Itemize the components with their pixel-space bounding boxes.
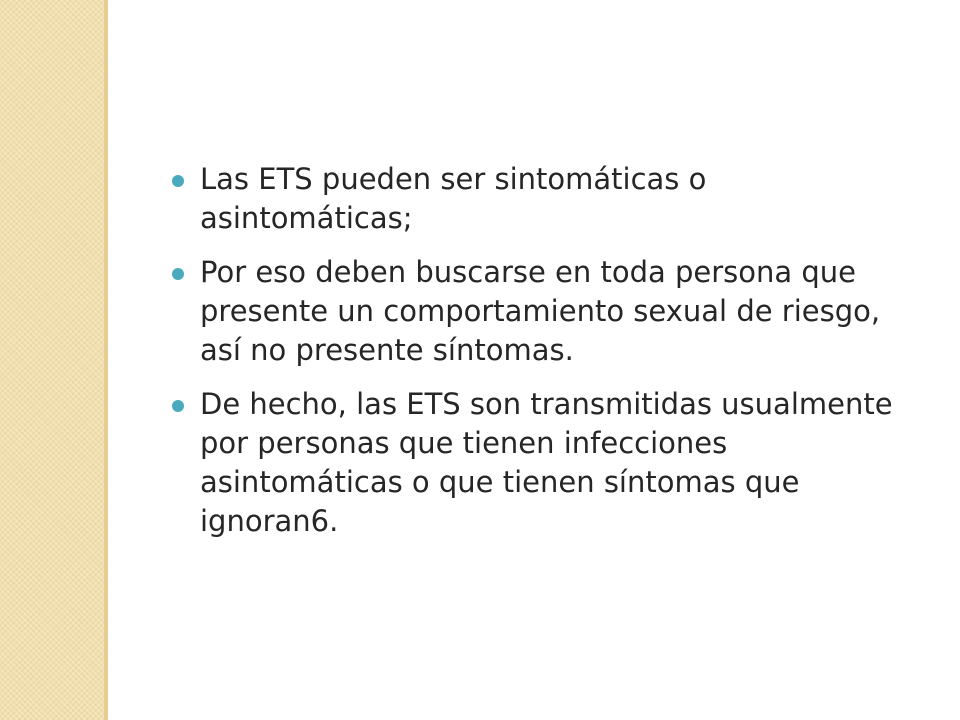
bullet-text-3: De hecho, las ETS son transmitidas usualmente por personas que tienen infecciones asintomáticas o que tienen síntomas que ignoran6.	[200, 387, 893, 538]
bullet-dot-icon	[172, 175, 184, 187]
bullet-item-3	[170, 385, 910, 541]
decorative-side-band	[0, 0, 104, 720]
slide-content	[170, 160, 910, 556]
side-band-edge	[104, 0, 108, 720]
bullet-text-1: Las ETS pueden ser sintomáticas o asintomáticas;	[200, 162, 707, 235]
bullet-list	[170, 160, 910, 541]
bullet-item-2	[170, 253, 910, 370]
bullet-text-2: Por eso deben buscarse en toda persona que presente un comportamiento sexual de riesgo, así no presente síntomas.	[200, 255, 881, 367]
bullet-dot-icon	[172, 268, 184, 280]
bullet-dot-icon	[172, 400, 184, 412]
bullet-item-1	[170, 160, 910, 238]
